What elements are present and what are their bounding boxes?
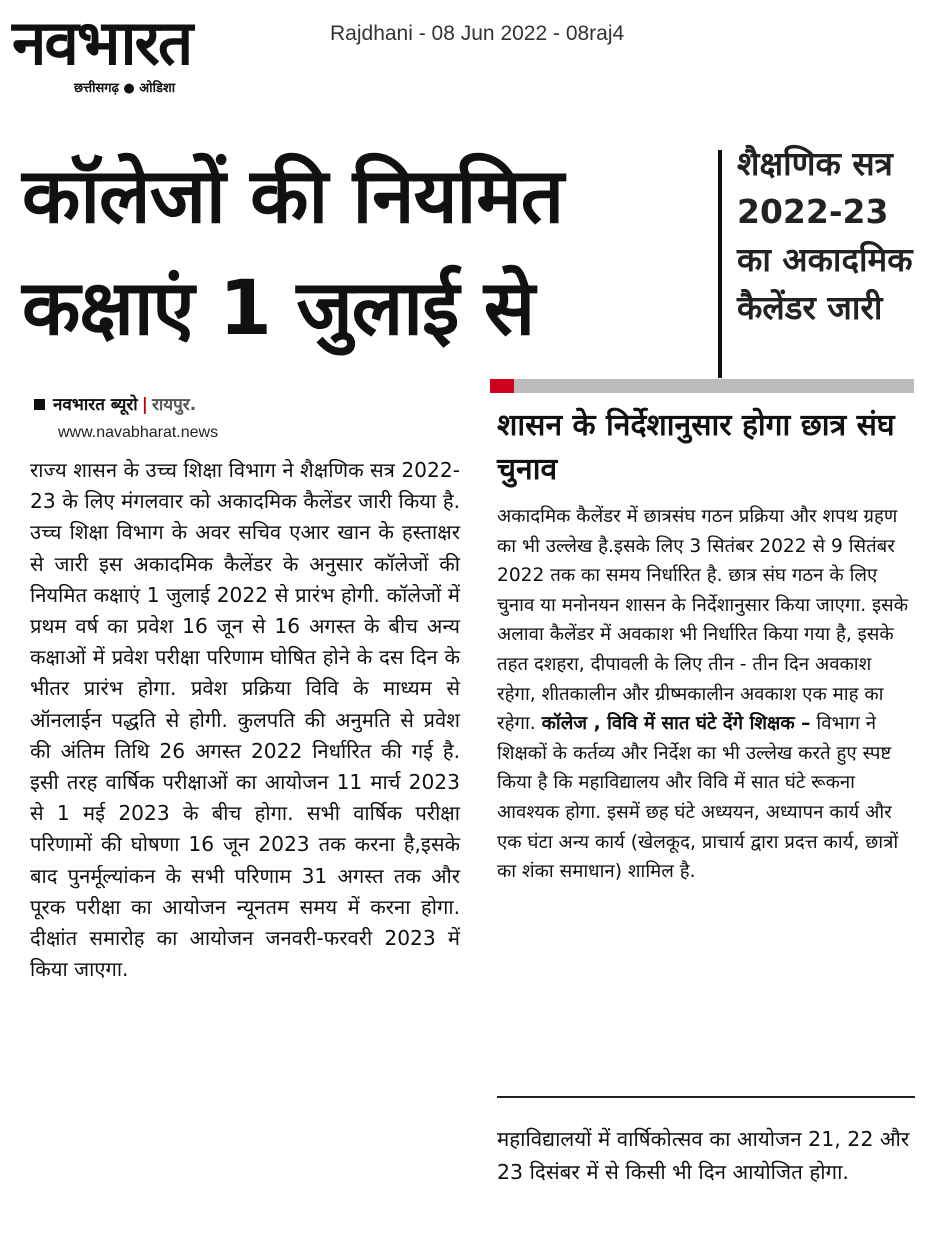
bullet-square-icon (34, 399, 45, 410)
edition-info: Rajdhani - 08 Jun 2022 - 08raj4 (330, 22, 625, 45)
right-column-divider (497, 1096, 915, 1098)
sub-headline: शासन के निर्देशानुसार होगा छात्र संघ चुनाव (497, 408, 895, 487)
byline-bureau: नवभारत ब्यूरो (53, 395, 138, 415)
section-rule (490, 379, 914, 393)
right-bold-lead: कॉलेज , विवि में सात घंटे देंगे शिक्षक – (541, 713, 811, 735)
byline-city: रायपुर. (151, 395, 197, 415)
section-rule-accent (490, 379, 514, 393)
right-paragraph-3: महाविद्यालयों में वार्षिकोत्सव का आयोजन 21, 22 और 23 दिसंबर में से किसी भी दिन आयोजित होगा. (497, 1127, 910, 1184)
newspaper-logo: नवभारत (12, 6, 192, 79)
main-headline: कॉलेजों की नियमित कक्षाएं 1 जुलाई से (22, 151, 564, 352)
right-paragraph-1: अकादमिक कैलेंडर में छात्रसंघ गठन प्रक्रिया और शपथ ग्रहण का भी उल्लेख है.इसके लिए 3 सितंबर 2022 से 9 सितंबर 2022 तक का समय निर्धारित है. छात्र संघ गठन के लिए चुनाव या मनोनयन शासन के निर्देशानुसार किया जाएगा. इसके अलावा कैलेंडर में अवकाश भी निर्धारित किया गया है, इसके तहत दशहरा, दीपावली के लिए तीन - तीन दिन अवकाश रहेगा, शीतकालीन और ग्रीष्मकालीन अवकाश एक माह का रहेगा. (497, 506, 909, 735)
side-headline: शैक्षणिक सत्र 2022-23 का अकादमिक कैलेंडर जारी (737, 144, 913, 327)
article-body-right (497, 502, 915, 887)
byline-separator: | (141, 395, 148, 415)
byline-website: www.navabharat.news (58, 424, 219, 441)
right-paragraph-2: विभाग ने शिक्षकों के कर्तव्य और निर्देश का भी उल्लेख करते हुए स्पष्ट किया है कि महाविद्यालय और विवि में सात घंटे रूकना आवश्यक होगा. इसमें छह घंटे अध्ययन, अध्यापन कार्य और एक घंटा अन्य कार्य (खेलकूद, प्राचार्य द्वारा प्रदत्त कार्य, छात्रों का शंका समाधान) शामिल है. (497, 713, 899, 883)
byline (34, 392, 196, 415)
article-body-left: राज्य शासन के उच्च शिक्षा विभाग ने शैक्षणिक सत्र 2022-23 के लिए मंगलवार को अकादमिक कैलेंडर जारी किया है. उच्च शिक्षा विभाग के अवर सचिव एआर खान के हस्ताक्षर से जारी इस अकादमिक कैलेंडर के अनुसार कॉलेजों की नियमित कक्षाएं 1 जुलाई 2022 से प्रारंभ होगी. कॉलेजों में प्रथम वर्ष का प्रवेश 16 जून से 16 अगस्त के बीच अन्य कक्षाओं में प्रवेश परीक्षा परिणाम घोषित होने के दस दिन के भीतर प्रारंभ होगा. प्रवेश प्रक्रिया विवि के माध्यम से ऑनलाईन पद्धति से होगी. कुलपति की अनुमति से प्रवेश की अंतिम तिथि 26 अगस्त 2022 निर्धारित की गई है. इसी तरह वार्षिक परीक्षाओं का आयोजन 11 मार्च 2023 से 1 मई 2023 के बीच होगा. सभी वार्षिक परीक्षा परिणामों की घोषणा 16 जून 2023 तक करना है,इसके बाद पुनर्मूल्यांकन के सभी परिणाम 31 अगस्त तक और पूरक परीक्षा का आयोजन न्यूनतम समय में करना होगा. दीक्षांत समारोह का आयोजन जनवरी-फरवरी 2023 में किया जाएगा. (30, 458, 460, 982)
side-divider (718, 150, 722, 378)
newspaper-regions: छत्तीसगढ़ ● ओडिशा (74, 81, 176, 96)
masthead (12, 6, 302, 116)
